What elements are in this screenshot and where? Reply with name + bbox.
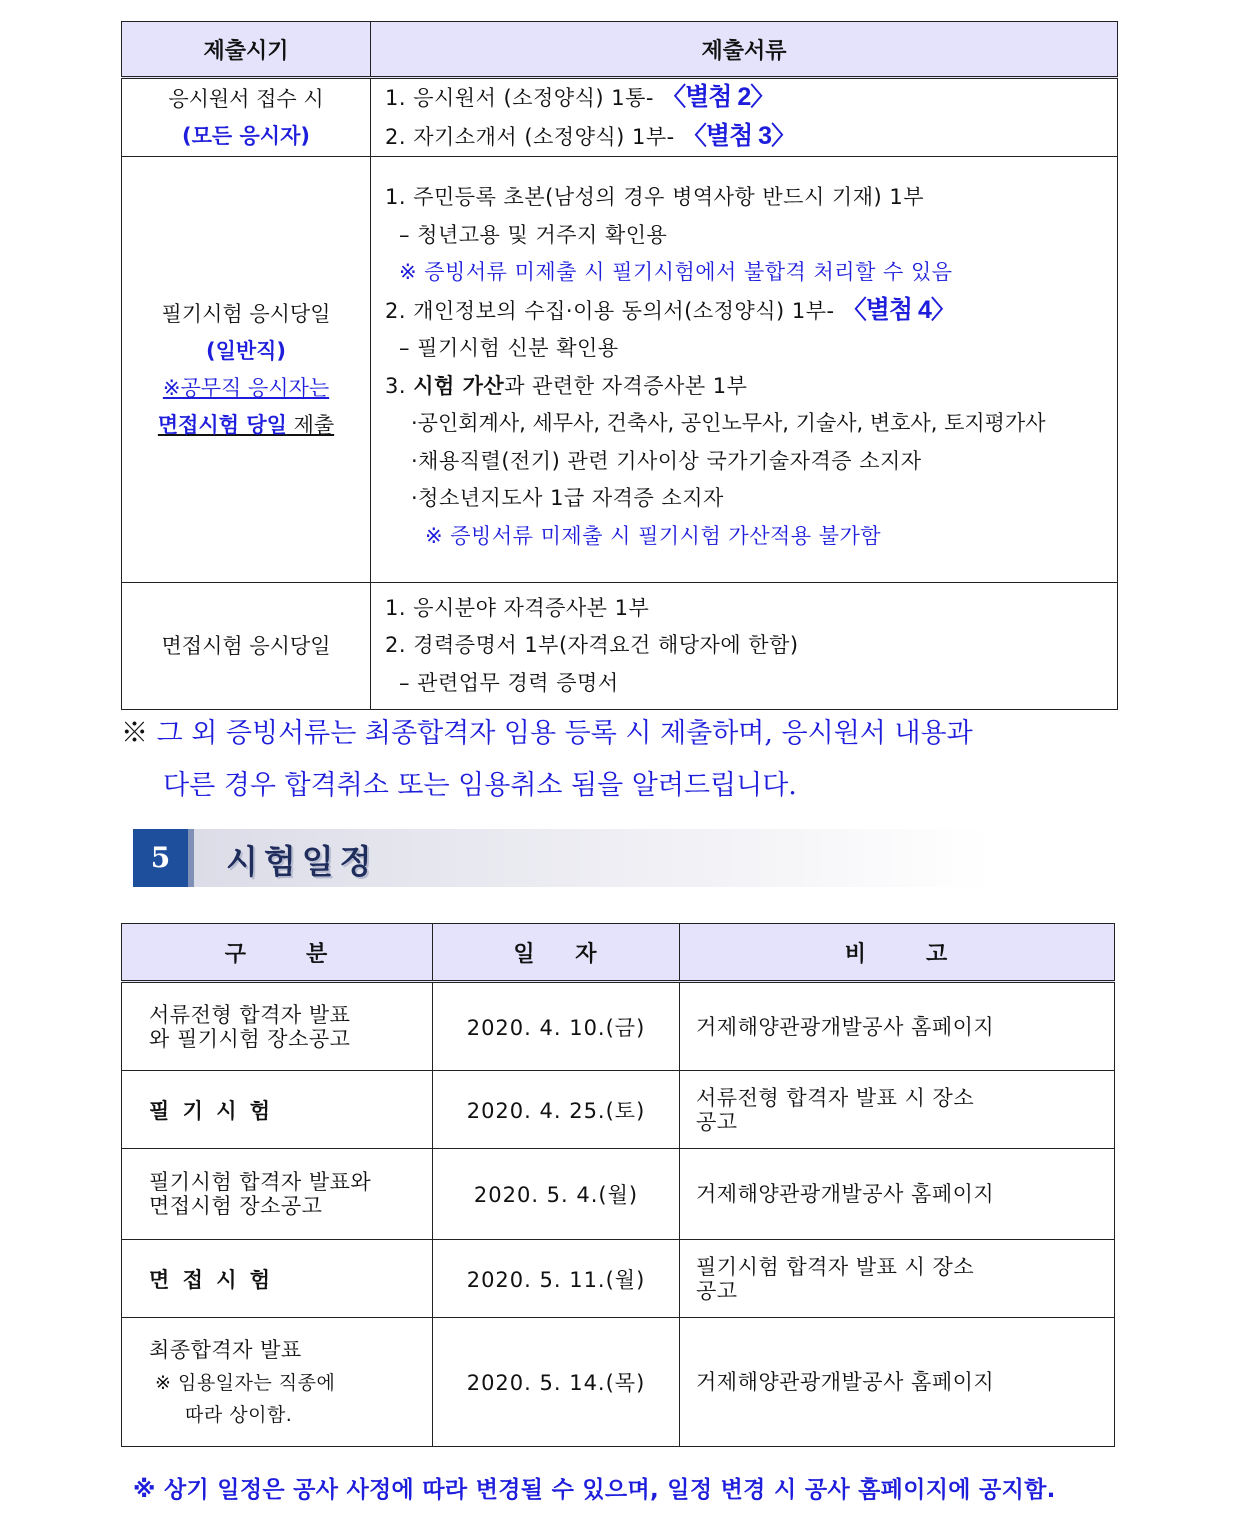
- submission-time: 응시원서 접수 시: [168, 86, 324, 111]
- note-text: 그 외 증빙서류는 최종합격자 임용 등록 시 제출하며, 응시원서 내용과: [156, 718, 973, 749]
- schedule-remark: [680, 1318, 1115, 1447]
- list-subitem: – 필기시험 신분 확인용: [399, 336, 619, 360]
- submission-time-cell: [122, 157, 371, 583]
- schedule-date: 2020. 5. 14.(목): [433, 1318, 680, 1447]
- schedule-remark: [680, 1240, 1115, 1318]
- list-item: 1. 주민등록 초본(남성의 경우 병역사항 반드시 기재) 1부: [385, 185, 925, 209]
- list-subitem: – 관련업무 경력 증명서: [399, 670, 619, 695]
- schedule-date: 2020. 4. 10.(금): [433, 982, 680, 1071]
- note-line-2: 다른 경우 합격취소 또는 임용취소 됨을 알려드립니다.: [163, 770, 797, 801]
- exception-note: ※공무직 응시자는: [162, 375, 330, 400]
- list-bullet: ·채용직렬(전기) 관련 기사이상 국가기술자격증 소지자: [411, 448, 922, 473]
- list-item: [385, 79, 1117, 118]
- list-bullet: ·공인회계사, 세무사, 건축사, 공인노무사, 기술사, 변호사, 토지평가사: [411, 411, 1046, 435]
- table-row: [122, 1149, 1115, 1240]
- section-title: 시험일정: [226, 842, 378, 881]
- table-row: [122, 982, 1115, 1071]
- schedule-category: [122, 1149, 433, 1240]
- column-header-date: 일 자: [433, 924, 680, 982]
- remark-text: 공고: [696, 1109, 738, 1134]
- remark-text: 거제해양관광개발공사 홈페이지: [696, 1182, 995, 1206]
- table-row: [122, 1318, 1115, 1447]
- documents-cell: [371, 157, 1118, 583]
- schedule-date: 2020. 5. 11.(월): [433, 1240, 680, 1318]
- list-item: [385, 292, 1117, 331]
- exception-highlight: 면접시험 당일: [157, 412, 287, 437]
- schedule-category: [122, 982, 433, 1071]
- document-text: 2. 자기소개서 (소정양식) 1부-: [385, 124, 682, 149]
- remark-text: 거제해양관광개발공사 홈페이지: [696, 1370, 995, 1394]
- table-header-row: [122, 22, 1118, 78]
- note-mark: ※: [121, 718, 157, 749]
- submission-documents-table: [121, 21, 1118, 710]
- item-number: 3.: [385, 373, 414, 398]
- category-text: 와 필기시험 장소공고: [149, 1026, 351, 1051]
- document-text: 과 관련한 자격증사본 1부: [504, 373, 748, 398]
- category-text: 필기시험 합격자 발표와: [149, 1170, 372, 1194]
- schedule-remark: [680, 982, 1115, 1071]
- schedule-remark: [680, 1149, 1115, 1240]
- warning-note: ※ 증빙서류 미제출 시 필기시험에서 불합격 처리할 수 있음: [399, 260, 953, 284]
- table-row: [122, 1240, 1115, 1318]
- schedule-date: 2020. 5. 4.(월): [433, 1149, 680, 1240]
- category-text: 최종합격자 발표: [149, 1338, 302, 1362]
- attachment-ref: 〈별첨 3〉: [681, 121, 796, 150]
- submission-time-cell: [122, 583, 371, 710]
- list-bullet: ·청소년지도사 1급 자격증 소지자: [411, 486, 724, 510]
- note-line-1: [121, 708, 1121, 760]
- target-applicants: (일반직): [205, 338, 287, 363]
- documents-cell: [371, 583, 1118, 710]
- warning-note: ※ 증빙서류 미제출 시 필기시험 가산적용 불가함: [425, 523, 882, 548]
- table-header-row: [122, 924, 1115, 982]
- exam-schedule-table: [121, 923, 1115, 1447]
- schedule-category: 면 접 시 험: [122, 1240, 433, 1318]
- schedule-date: 2020. 4. 25.(토): [433, 1071, 680, 1149]
- list-item: [385, 118, 1117, 157]
- column-header-documents: 제출서류: [371, 22, 1118, 78]
- documents-cell: [371, 78, 1118, 157]
- schedule-category: [122, 1318, 433, 1447]
- list-item: 2. 경력증명서 1부(자격요건 해당자에 한함): [385, 633, 799, 658]
- submission-time: 필기시험 응시당일: [161, 301, 331, 326]
- submission-time-cell: [122, 78, 371, 157]
- additional-documents-note: [121, 708, 1121, 812]
- list-subitem: – 청년고용 및 거주지 확인용: [399, 222, 668, 247]
- category-text: 서류전형 합격자 발표: [149, 1002, 351, 1027]
- schedule-change-notice: ※ 상기 일정은 공사 사정에 따라 변경될 수 있으며, 일정 변경 시 공사 홈페이지에 공지함.: [133, 1477, 1056, 1503]
- submission-time: 면접시험 응시당일: [161, 633, 331, 658]
- column-header-remark: 비 고: [680, 924, 1115, 982]
- item-highlight: 시험 가산: [413, 373, 505, 398]
- attachment-ref: 〈별첨 2〉: [661, 83, 775, 111]
- remark-text: 공고: [696, 1278, 738, 1303]
- section-number: 5: [133, 829, 188, 887]
- schedule-category: 필 기 시 험: [122, 1071, 433, 1149]
- section-number-shadow: [188, 829, 194, 887]
- exception-note-2: [122, 407, 370, 444]
- remark-text: 거제해양관광개발공사 홈페이지: [696, 1014, 995, 1039]
- exception-text: 제출: [286, 412, 335, 437]
- target-applicants: (모든 응시자): [182, 123, 310, 148]
- document-text: 2. 개인정보의 수집·이용 동의서(소정양식) 1부-: [385, 298, 842, 323]
- category-footnote: 따라 상이함.: [185, 1404, 293, 1426]
- list-item: 1. 응시분야 자격증사본 1부: [385, 595, 650, 620]
- remark-text: 필기시험 합격자 발표 시 장소: [696, 1254, 975, 1279]
- table-row: [122, 583, 1118, 710]
- category-text: 면접시험 장소공고: [149, 1194, 323, 1218]
- table-row: [122, 78, 1118, 157]
- remark-text: 서류전형 합격자 발표 시 장소: [696, 1085, 975, 1110]
- list-item: [385, 368, 1117, 406]
- document-text: 1. 응시원서 (소정양식) 1통-: [385, 86, 662, 110]
- attachment-ref: 〈별첨 4〉: [841, 295, 955, 324]
- table-row: [122, 1071, 1115, 1149]
- category-footnote: ※ 임용일자는 직종에: [155, 1372, 336, 1394]
- table-row: [122, 157, 1118, 583]
- column-header-when: 제출시기: [122, 22, 371, 78]
- column-header-category: 구 분: [122, 924, 433, 982]
- schedule-remark: [680, 1071, 1115, 1149]
